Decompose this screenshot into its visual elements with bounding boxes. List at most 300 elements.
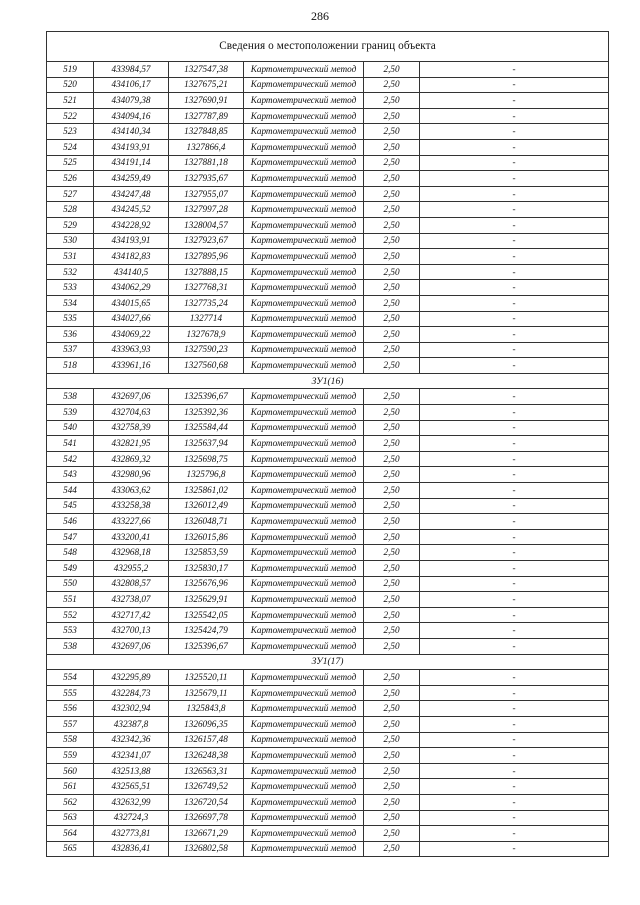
method-cell: Картометрический метод [244, 810, 364, 826]
description-cell: - [420, 311, 609, 327]
x-coordinate-cell: 432773,81 [94, 826, 169, 842]
point-number-cell: 537 [47, 342, 94, 358]
accuracy-cell: 2,50 [364, 794, 420, 810]
description-cell: - [420, 514, 609, 530]
description-cell: - [420, 358, 609, 374]
x-coordinate-cell: 434191,14 [94, 155, 169, 171]
x-coordinate-cell: 432284,73 [94, 685, 169, 701]
accuracy-cell: 2,50 [364, 93, 420, 109]
table-row [47, 327, 609, 343]
description-cell: - [420, 670, 609, 686]
y-coordinate-cell: 1325796,8 [169, 467, 244, 483]
x-coordinate-cell: 432513,88 [94, 763, 169, 779]
accuracy-cell: 2,50 [364, 77, 420, 93]
point-number-cell: 528 [47, 202, 94, 218]
point-number-cell: 540 [47, 420, 94, 436]
point-number-cell: 545 [47, 498, 94, 514]
description-cell: - [420, 451, 609, 467]
accuracy-cell: 2,50 [364, 405, 420, 421]
point-number-cell: 555 [47, 685, 94, 701]
description-cell: - [420, 561, 609, 577]
y-coordinate-cell: 1327888,15 [169, 264, 244, 280]
table-row [47, 77, 609, 93]
method-cell: Картометрический метод [244, 202, 364, 218]
point-number-cell: 522 [47, 108, 94, 124]
section-label-row [47, 373, 609, 389]
description-cell: - [420, 233, 609, 249]
table-row [47, 295, 609, 311]
description-cell: - [420, 763, 609, 779]
x-coordinate-cell: 434140,5 [94, 264, 169, 280]
point-number-cell: 523 [47, 124, 94, 140]
description-cell: - [420, 186, 609, 202]
point-number-cell: 518 [47, 358, 94, 374]
table-row [47, 607, 609, 623]
y-coordinate-cell: 1327997,28 [169, 202, 244, 218]
y-coordinate-cell: 1325861,02 [169, 483, 244, 499]
y-coordinate-cell: 1325698,75 [169, 451, 244, 467]
description-cell: - [420, 483, 609, 499]
y-coordinate-cell: 1327895,96 [169, 249, 244, 265]
description-cell: - [420, 217, 609, 233]
description-cell: - [420, 826, 609, 842]
point-number-cell: 520 [47, 77, 94, 93]
description-cell: - [420, 732, 609, 748]
accuracy-cell: 2,50 [364, 233, 420, 249]
method-cell: Картометрический метод [244, 358, 364, 374]
section-label: ЗУ1(16) [47, 373, 609, 389]
description-cell: - [420, 202, 609, 218]
x-coordinate-cell: 433963,93 [94, 342, 169, 358]
accuracy-cell: 2,50 [364, 295, 420, 311]
description-cell: - [420, 529, 609, 545]
x-coordinate-cell: 434247,48 [94, 186, 169, 202]
x-coordinate-cell: 432724,3 [94, 810, 169, 826]
table-row [47, 171, 609, 187]
x-coordinate-cell: 432836,41 [94, 841, 169, 857]
x-coordinate-cell: 432387,8 [94, 716, 169, 732]
accuracy-cell: 2,50 [364, 202, 420, 218]
x-coordinate-cell: 432341,07 [94, 748, 169, 764]
table-row [47, 561, 609, 577]
y-coordinate-cell: 1325629,91 [169, 592, 244, 608]
x-coordinate-cell: 432808,57 [94, 576, 169, 592]
y-coordinate-cell: 1326671,29 [169, 826, 244, 842]
accuracy-cell: 2,50 [364, 139, 420, 155]
table-row [47, 498, 609, 514]
table-row [47, 576, 609, 592]
y-coordinate-cell: 1325424,79 [169, 623, 244, 639]
method-cell: Картометрический метод [244, 638, 364, 654]
x-coordinate-cell: 434259,49 [94, 171, 169, 187]
point-number-cell: 557 [47, 716, 94, 732]
y-coordinate-cell: 1325637,94 [169, 436, 244, 452]
table-row [47, 841, 609, 857]
point-number-cell: 533 [47, 280, 94, 296]
y-coordinate-cell: 1326563,31 [169, 763, 244, 779]
point-number-cell: 519 [47, 62, 94, 78]
method-cell: Картометрический метод [244, 62, 364, 78]
x-coordinate-cell: 434079,38 [94, 93, 169, 109]
description-cell: - [420, 280, 609, 296]
description-cell: - [420, 638, 609, 654]
y-coordinate-cell: 1327735,24 [169, 295, 244, 311]
x-coordinate-cell: 434193,91 [94, 233, 169, 249]
description-cell: - [420, 295, 609, 311]
method-cell: Картометрический метод [244, 498, 364, 514]
method-cell: Картометрический метод [244, 124, 364, 140]
y-coordinate-cell: 1327866,4 [169, 139, 244, 155]
x-coordinate-cell: 434094,16 [94, 108, 169, 124]
accuracy-cell: 2,50 [364, 514, 420, 530]
description-cell: - [420, 794, 609, 810]
accuracy-cell: 2,50 [364, 529, 420, 545]
x-coordinate-cell: 434069,22 [94, 327, 169, 343]
y-coordinate-cell: 1326096,35 [169, 716, 244, 732]
description-cell: - [420, 264, 609, 280]
method-cell: Картометрический метод [244, 826, 364, 842]
x-coordinate-cell: 432717,42 [94, 607, 169, 623]
point-number-cell: 552 [47, 607, 94, 623]
point-number-cell: 554 [47, 670, 94, 686]
x-coordinate-cell: 432704,63 [94, 405, 169, 421]
method-cell: Картометрический метод [244, 311, 364, 327]
accuracy-cell: 2,50 [364, 607, 420, 623]
y-coordinate-cell: 1327881,18 [169, 155, 244, 171]
method-cell: Картометрический метод [244, 763, 364, 779]
table-row [47, 810, 609, 826]
point-number-cell: 529 [47, 217, 94, 233]
point-number-cell: 525 [47, 155, 94, 171]
point-number-cell: 538 [47, 389, 94, 405]
method-cell: Картометрический метод [244, 155, 364, 171]
accuracy-cell: 2,50 [364, 498, 420, 514]
table-row [47, 529, 609, 545]
accuracy-cell: 2,50 [364, 171, 420, 187]
x-coordinate-cell: 433984,57 [94, 62, 169, 78]
method-cell: Картометрический метод [244, 592, 364, 608]
table-row [47, 638, 609, 654]
accuracy-cell: 2,50 [364, 217, 420, 233]
table-body [47, 32, 609, 857]
y-coordinate-cell: 1327675,21 [169, 77, 244, 93]
table-row [47, 202, 609, 218]
accuracy-cell: 2,50 [364, 716, 420, 732]
accuracy-cell: 2,50 [364, 483, 420, 499]
table-row [47, 264, 609, 280]
description-cell: - [420, 249, 609, 265]
method-cell: Картометрический метод [244, 529, 364, 545]
description-cell: - [420, 545, 609, 561]
point-number-cell: 558 [47, 732, 94, 748]
method-cell: Картометрический метод [244, 545, 364, 561]
table-row [47, 436, 609, 452]
point-number-cell: 551 [47, 592, 94, 608]
y-coordinate-cell: 1326012,49 [169, 498, 244, 514]
accuracy-cell: 2,50 [364, 623, 420, 639]
table-row [47, 420, 609, 436]
point-number-cell: 521 [47, 93, 94, 109]
point-number-cell: 564 [47, 826, 94, 842]
method-cell: Картометрический метод [244, 467, 364, 483]
accuracy-cell: 2,50 [364, 436, 420, 452]
y-coordinate-cell: 1327768,31 [169, 280, 244, 296]
point-number-cell: 559 [47, 748, 94, 764]
description-cell: - [420, 810, 609, 826]
accuracy-cell: 2,50 [364, 420, 420, 436]
table-row [47, 358, 609, 374]
description-cell: - [420, 467, 609, 483]
method-cell: Картометрический метод [244, 249, 364, 265]
y-coordinate-cell: 1325830,17 [169, 561, 244, 577]
x-coordinate-cell: 432821,95 [94, 436, 169, 452]
table-row [47, 779, 609, 795]
method-cell: Картометрический метод [244, 779, 364, 795]
method-cell: Картометрический метод [244, 607, 364, 623]
x-coordinate-cell: 434062,29 [94, 280, 169, 296]
table-row [47, 93, 609, 109]
method-cell: Картометрический метод [244, 701, 364, 717]
table-row [47, 592, 609, 608]
table-title: Сведения о местоположении границ объекта [47, 32, 609, 62]
accuracy-cell: 2,50 [364, 467, 420, 483]
x-coordinate-cell: 432968,18 [94, 545, 169, 561]
y-coordinate-cell: 1327848,85 [169, 124, 244, 140]
point-number-cell: 544 [47, 483, 94, 499]
table-row [47, 62, 609, 78]
table-row [47, 763, 609, 779]
point-number-cell: 524 [47, 139, 94, 155]
point-number-cell: 530 [47, 233, 94, 249]
y-coordinate-cell: 1325396,67 [169, 389, 244, 405]
method-cell: Картометрический метод [244, 171, 364, 187]
y-coordinate-cell: 1327714 [169, 311, 244, 327]
boundary-coordinates-table [46, 31, 609, 857]
table-row [47, 280, 609, 296]
description-cell: - [420, 124, 609, 140]
accuracy-cell: 2,50 [364, 779, 420, 795]
table-row [47, 514, 609, 530]
table-row [47, 124, 609, 140]
x-coordinate-cell: 434182,83 [94, 249, 169, 265]
accuracy-cell: 2,50 [364, 108, 420, 124]
accuracy-cell: 2,50 [364, 342, 420, 358]
y-coordinate-cell: 1325542,05 [169, 607, 244, 623]
table-row [47, 311, 609, 327]
method-cell: Картометрический метод [244, 451, 364, 467]
x-coordinate-cell: 432955,2 [94, 561, 169, 577]
y-coordinate-cell: 1327787,89 [169, 108, 244, 124]
point-number-cell: 560 [47, 763, 94, 779]
method-cell: Картометрический метод [244, 108, 364, 124]
accuracy-cell: 2,50 [364, 327, 420, 343]
x-coordinate-cell: 433227,66 [94, 514, 169, 530]
x-coordinate-cell: 434140,34 [94, 124, 169, 140]
x-coordinate-cell: 432869,32 [94, 451, 169, 467]
y-coordinate-cell: 1325396,67 [169, 638, 244, 654]
table-row [47, 701, 609, 717]
y-coordinate-cell: 1326720,54 [169, 794, 244, 810]
y-coordinate-cell: 1327547,38 [169, 62, 244, 78]
description-cell: - [420, 748, 609, 764]
accuracy-cell: 2,50 [364, 638, 420, 654]
point-number-cell: 536 [47, 327, 94, 343]
point-number-cell: 542 [47, 451, 94, 467]
accuracy-cell: 2,50 [364, 810, 420, 826]
description-cell: - [420, 685, 609, 701]
x-coordinate-cell: 432295,89 [94, 670, 169, 686]
table-row [47, 545, 609, 561]
description-cell: - [420, 93, 609, 109]
point-number-cell: 532 [47, 264, 94, 280]
method-cell: Картометрический метод [244, 623, 364, 639]
description-cell: - [420, 779, 609, 795]
description-cell: - [420, 607, 609, 623]
description-cell: - [420, 405, 609, 421]
method-cell: Картометрический метод [244, 186, 364, 202]
accuracy-cell: 2,50 [364, 561, 420, 577]
y-coordinate-cell: 1325676,96 [169, 576, 244, 592]
description-cell: - [420, 576, 609, 592]
description-cell: - [420, 716, 609, 732]
point-number-cell: 565 [47, 841, 94, 857]
x-coordinate-cell: 432980,96 [94, 467, 169, 483]
y-coordinate-cell: 1327690,91 [169, 93, 244, 109]
table-row [47, 716, 609, 732]
point-number-cell: 538 [47, 638, 94, 654]
y-coordinate-cell: 1325520,11 [169, 670, 244, 686]
y-coordinate-cell: 1328004,57 [169, 217, 244, 233]
description-cell: - [420, 623, 609, 639]
table-row [47, 405, 609, 421]
method-cell: Картометрический метод [244, 264, 364, 280]
method-cell: Картометрический метод [244, 670, 364, 686]
accuracy-cell: 2,50 [364, 841, 420, 857]
table-row [47, 483, 609, 499]
accuracy-cell: 2,50 [364, 576, 420, 592]
table-row [47, 732, 609, 748]
y-coordinate-cell: 1325843,8 [169, 701, 244, 717]
method-cell: Картометрический метод [244, 514, 364, 530]
description-cell: - [420, 841, 609, 857]
x-coordinate-cell: 434106,17 [94, 77, 169, 93]
method-cell: Картометрический метод [244, 420, 364, 436]
accuracy-cell: 2,50 [364, 748, 420, 764]
table-row [47, 826, 609, 842]
method-cell: Картометрический метод [244, 295, 364, 311]
y-coordinate-cell: 1327590,23 [169, 342, 244, 358]
method-cell: Картометрический метод [244, 732, 364, 748]
boundary-table-sheet [46, 31, 608, 857]
x-coordinate-cell: 434245,52 [94, 202, 169, 218]
method-cell: Картометрический метод [244, 233, 364, 249]
point-number-cell: 534 [47, 295, 94, 311]
accuracy-cell: 2,50 [364, 592, 420, 608]
point-number-cell: 539 [47, 405, 94, 421]
method-cell: Картометрический метод [244, 139, 364, 155]
accuracy-cell: 2,50 [364, 311, 420, 327]
point-number-cell: 526 [47, 171, 94, 187]
table-row [47, 342, 609, 358]
table-row [47, 670, 609, 686]
x-coordinate-cell: 432738,07 [94, 592, 169, 608]
y-coordinate-cell: 1325679,11 [169, 685, 244, 701]
y-coordinate-cell: 1325853,59 [169, 545, 244, 561]
x-coordinate-cell: 434015,65 [94, 295, 169, 311]
x-coordinate-cell: 434228,92 [94, 217, 169, 233]
point-number-cell: 541 [47, 436, 94, 452]
method-cell: Картометрический метод [244, 483, 364, 499]
accuracy-cell: 2,50 [364, 826, 420, 842]
table-row [47, 748, 609, 764]
method-cell: Картометрический метод [244, 327, 364, 343]
description-cell: - [420, 498, 609, 514]
accuracy-cell: 2,50 [364, 358, 420, 374]
table-row [47, 217, 609, 233]
point-number-cell: 535 [47, 311, 94, 327]
point-number-cell: 550 [47, 576, 94, 592]
method-cell: Картометрический метод [244, 841, 364, 857]
x-coordinate-cell: 432342,36 [94, 732, 169, 748]
point-number-cell: 549 [47, 561, 94, 577]
x-coordinate-cell: 432697,06 [94, 389, 169, 405]
method-cell: Картометрический метод [244, 280, 364, 296]
y-coordinate-cell: 1326697,78 [169, 810, 244, 826]
point-number-cell: 527 [47, 186, 94, 202]
x-coordinate-cell: 432700,13 [94, 623, 169, 639]
method-cell: Картометрический метод [244, 716, 364, 732]
description-cell: - [420, 62, 609, 78]
x-coordinate-cell: 432758,39 [94, 420, 169, 436]
table-row [47, 467, 609, 483]
description-cell: - [420, 420, 609, 436]
accuracy-cell: 2,50 [364, 62, 420, 78]
y-coordinate-cell: 1326749,52 [169, 779, 244, 795]
point-number-cell: 563 [47, 810, 94, 826]
table-row [47, 233, 609, 249]
method-cell: Картометрический метод [244, 342, 364, 358]
method-cell: Картометрический метод [244, 561, 364, 577]
accuracy-cell: 2,50 [364, 186, 420, 202]
table-row [47, 685, 609, 701]
point-number-cell: 553 [47, 623, 94, 639]
page-number: 286 [311, 9, 329, 23]
y-coordinate-cell: 1325584,44 [169, 420, 244, 436]
x-coordinate-cell: 433961,16 [94, 358, 169, 374]
table-row [47, 139, 609, 155]
method-cell: Картометрический метод [244, 685, 364, 701]
y-coordinate-cell: 1326802,58 [169, 841, 244, 857]
method-cell: Картометрический метод [244, 77, 364, 93]
y-coordinate-cell: 1327678,9 [169, 327, 244, 343]
description-cell: - [420, 171, 609, 187]
x-coordinate-cell: 432632,99 [94, 794, 169, 810]
description-cell: - [420, 389, 609, 405]
y-coordinate-cell: 1326157,48 [169, 732, 244, 748]
y-coordinate-cell: 1325392,36 [169, 405, 244, 421]
point-number-cell: 531 [47, 249, 94, 265]
accuracy-cell: 2,50 [364, 249, 420, 265]
x-coordinate-cell: 434027,66 [94, 311, 169, 327]
table-row [47, 389, 609, 405]
accuracy-cell: 2,50 [364, 685, 420, 701]
x-coordinate-cell: 433258,38 [94, 498, 169, 514]
table-row [47, 451, 609, 467]
accuracy-cell: 2,50 [364, 701, 420, 717]
table-row [47, 623, 609, 639]
accuracy-cell: 2,50 [364, 280, 420, 296]
description-cell: - [420, 436, 609, 452]
